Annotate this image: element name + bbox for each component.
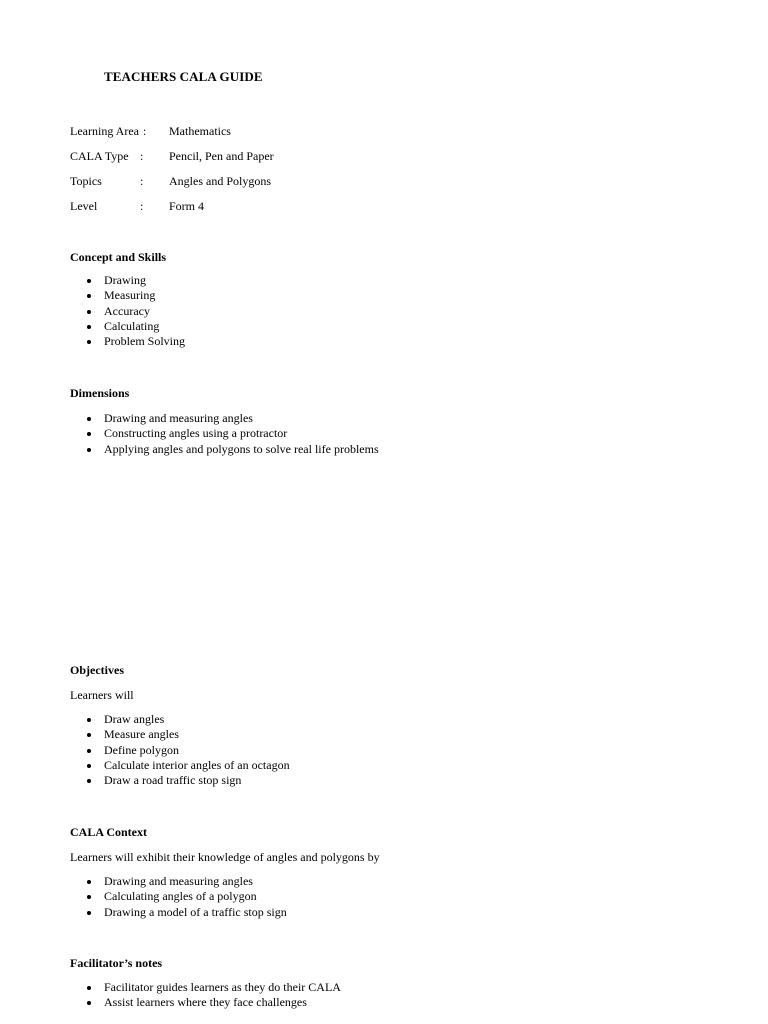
bullet-icon	[87, 1001, 91, 1005]
list-item	[70, 743, 290, 758]
list-item	[70, 889, 287, 904]
bullet-icon	[87, 764, 91, 768]
info-value: Angles and Polygons	[169, 174, 271, 188]
list-item-text: Calculating	[104, 318, 160, 333]
bullet-icon	[87, 911, 91, 915]
info-colon: :	[140, 174, 144, 188]
bullet-icon	[87, 340, 91, 344]
list-item-text: Accuracy	[104, 303, 150, 318]
concept-skills-heading: Concept and Skills	[70, 250, 167, 264]
list-item	[70, 319, 185, 334]
bullet-icon	[87, 718, 91, 722]
bullet-icon	[87, 880, 91, 884]
list-item	[70, 712, 290, 727]
objectives-intro: Learners will	[70, 688, 134, 702]
list-item-text: Measuring	[104, 288, 156, 303]
facilitator-notes-list	[70, 980, 341, 1011]
list-item	[70, 980, 341, 995]
dimensions-list	[70, 411, 379, 457]
concept-skills-list	[70, 273, 185, 349]
info-colon: :	[140, 199, 144, 213]
info-label: Topics	[70, 174, 102, 188]
list-item-text: Facilitator guides learners as they do their CALA	[104, 980, 341, 994]
cala-context-intro: Learners will exhibit their knowledge of angles and polygons by	[70, 850, 380, 864]
list-item	[70, 442, 379, 457]
list-item	[70, 995, 341, 1010]
list-item	[70, 411, 379, 426]
facilitator-notes-heading: Facilitator’s notes	[70, 956, 163, 970]
list-item-text: Assist learners where they face challenges	[104, 995, 307, 1010]
document-title: TEACHERS CALA GUIDE	[104, 69, 263, 84]
list-item-text: Drawing and measuring angles	[104, 411, 253, 425]
info-value: Pencil, Pen and Paper	[169, 149, 274, 163]
info-colon: :	[140, 149, 144, 163]
info-label: Level	[70, 199, 98, 213]
bullet-icon	[87, 448, 91, 452]
list-item-text: Drawing a model of a traffic stop sign	[104, 904, 287, 919]
list-item-text: Draw a road traffic stop sign	[104, 773, 242, 788]
bullet-icon	[87, 749, 91, 753]
info-value: Mathematics	[169, 124, 231, 138]
list-item	[70, 874, 287, 889]
list-item	[70, 334, 185, 349]
bullet-icon	[87, 279, 91, 283]
list-item-text: Calculating angles of a polygon	[104, 889, 257, 904]
list-item-text: Applying angles and polygons to solve real life problems	[104, 441, 379, 456]
list-item	[70, 304, 185, 319]
bullet-icon	[87, 779, 91, 783]
list-item	[70, 426, 379, 441]
list-item	[70, 288, 185, 303]
list-item	[70, 758, 290, 773]
list-item-text: Measure angles	[104, 727, 179, 742]
bullet-icon	[87, 325, 91, 329]
list-item-text: Drawing	[104, 273, 146, 287]
list-item-text: Calculate interior angles of an octagon	[104, 757, 290, 772]
list-item	[70, 905, 287, 920]
list-item-text: Constructing angles using a protractor	[104, 426, 288, 441]
list-item	[70, 273, 185, 288]
info-label: CALA Type	[70, 149, 129, 163]
list-item-text: Problem Solving	[104, 334, 186, 349]
bullet-icon	[87, 310, 91, 314]
list-item-text: Draw angles	[104, 712, 165, 726]
cala-context-list	[70, 874, 287, 920]
dimensions-heading: Dimensions	[70, 386, 130, 400]
list-item-text: Define polygon	[104, 742, 179, 757]
bullet-icon	[87, 895, 91, 899]
list-item-text: Drawing and measuring angles	[104, 874, 253, 888]
list-item	[70, 773, 290, 788]
bullet-icon	[87, 417, 91, 421]
list-item	[70, 727, 290, 742]
info-value: Form 4	[169, 199, 205, 213]
objectives-heading: Objectives	[70, 663, 124, 677]
bullet-icon	[87, 294, 91, 298]
bullet-icon	[87, 432, 91, 436]
info-colon: :	[143, 124, 147, 138]
cala-context-heading: CALA Context	[70, 825, 147, 839]
objectives-list	[70, 712, 290, 788]
bullet-icon	[87, 733, 91, 737]
info-label: Learning Area	[70, 124, 139, 138]
bullet-icon	[87, 986, 91, 990]
